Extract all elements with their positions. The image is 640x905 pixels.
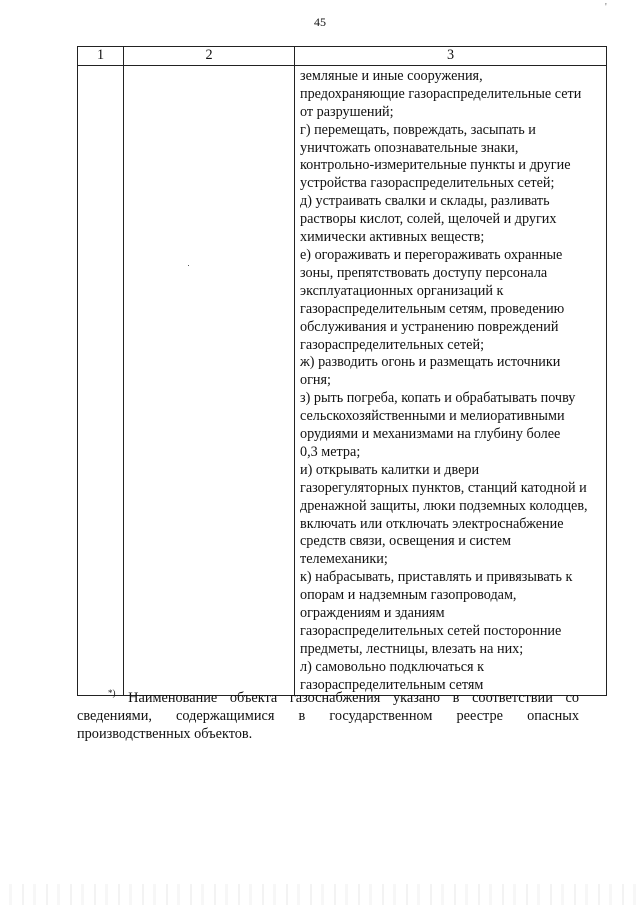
text-line: устройства газораспределительных сетей; bbox=[300, 175, 555, 192]
text-line: ограждениям и зданиям bbox=[300, 605, 445, 622]
text-line: д) устраивать свалки и склады, разливать bbox=[300, 193, 550, 210]
text-line: включать или отключать электроснабжение bbox=[300, 515, 564, 532]
footnote-line: сведениями, содержащимися в государственном реестре опасных bbox=[77, 707, 579, 724]
text-line: химически активных веществ; bbox=[300, 229, 485, 246]
text-line: телемеханики; bbox=[300, 551, 388, 568]
text-line: обслуживания и устранению повреждений bbox=[300, 318, 559, 335]
text-line: газорегуляторных пунктов, станций катодной и bbox=[300, 479, 587, 496]
text-line: з) рыть погреба, копать и обрабатывать почву bbox=[300, 390, 576, 407]
text-line: газораспределительных сетей; bbox=[300, 336, 485, 353]
text-line: сельскохозяйственными и мелиоративными bbox=[300, 408, 565, 425]
text-line: от разрушений; bbox=[300, 103, 394, 120]
text-line: предметы, лестницы, влезать на них; bbox=[300, 640, 524, 657]
text-line: растворы кислот, солей, щелочей и других bbox=[300, 211, 557, 228]
footnote-line bbox=[77, 685, 579, 708]
text-line: эксплуатационных организаций к bbox=[300, 282, 504, 299]
header-cell-1: 1 bbox=[78, 47, 124, 66]
text-line: газораспределительных сетей посторонние bbox=[300, 623, 562, 639]
text-line: газораспределительным сетям bbox=[300, 676, 484, 693]
cell-column-3 bbox=[295, 65, 607, 695]
table-row bbox=[78, 65, 607, 695]
footnote bbox=[77, 685, 579, 744]
text-line: ж) разводить огонь и размещать источники bbox=[300, 354, 561, 371]
header-cell-2: 2 bbox=[124, 47, 295, 66]
footnote-text: Наименование объекта газоснабжения указано в соответствии со bbox=[128, 690, 580, 706]
corner-mark: ' bbox=[605, 2, 607, 13]
scan-edge-artifact bbox=[0, 884, 640, 905]
text-line: уничтожать опознавательные знаки, bbox=[300, 139, 519, 156]
text-line: предохраняющие газораспределительные сети bbox=[300, 85, 582, 102]
requirements-table bbox=[77, 46, 607, 696]
text-line: контрольно-измерительные пункты и другие bbox=[300, 157, 571, 174]
text-line: к) набрасывать, приставлять и привязывать к bbox=[300, 569, 573, 586]
text-line: е) огораживать и перегораживать охранные bbox=[300, 246, 563, 263]
text-line: дренажной защиты, люки подземных колодцев, bbox=[300, 497, 588, 514]
text-line: зоны, препятствовать доступу персонала bbox=[300, 264, 548, 281]
footnote-line: производственных объектов. bbox=[77, 725, 253, 742]
text-line: опорам и надземным газопроводам, bbox=[300, 587, 517, 604]
text-line: л) самовольно подключаться к bbox=[300, 658, 485, 675]
scan-speck bbox=[188, 265, 189, 266]
text-line: г) перемещать, повреждать, засыпать и bbox=[300, 121, 536, 138]
page-number: 45 bbox=[314, 15, 326, 29]
cell-column-1 bbox=[78, 65, 124, 695]
footnote-marker: *) bbox=[108, 688, 116, 698]
text-line: орудиями и механизмами на глубину более bbox=[300, 426, 561, 443]
header-cell-3: 3 bbox=[295, 47, 607, 66]
text-line: огня; bbox=[300, 372, 331, 389]
text-line: и) открывать калитки и двери bbox=[300, 461, 480, 478]
text-line: средств связи, освещения и систем bbox=[300, 533, 512, 550]
text-line: газораспределительным сетям, проведению bbox=[300, 300, 565, 317]
text-line: земляные и иные сооружения, bbox=[300, 67, 483, 84]
table-header-row bbox=[78, 47, 607, 66]
text-line: 0,3 метра; bbox=[300, 443, 361, 460]
cell-column-2 bbox=[124, 65, 295, 695]
